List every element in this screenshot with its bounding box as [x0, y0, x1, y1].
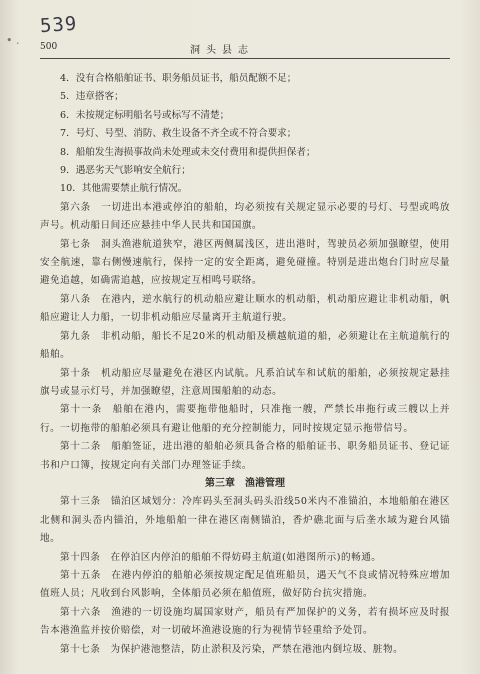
article-paragraph: 第十四条 在停泊区内停泊的船舶不得妨碍主航道(如港图所示)的畅通。 — [60, 551, 382, 563]
article-paragraph: 第十二条 船舶签证，进出港的船舶必须具备合格的船舶证书、职务船员证书、登记证书和户口簿，按规定向有关部门办理签证手续。 — [40, 441, 450, 471]
list-item: 5．违章搭客； — [60, 91, 124, 103]
article-paragraph: 第十条 机动船应尽量避免在港区内试航。凡系泊试车和试航的船舶，必须按规定悬挂旗号或显示灯号，并加强瞭望，注意周围船舶的动态。 — [40, 367, 450, 397]
list-item: 10．其他需要禁止航行情况。 — [60, 183, 188, 195]
page-header — [40, 42, 450, 59]
margin-marks: • . — [6, 34, 20, 47]
article-paragraph: 第六条 一切进出本港或停泊的船舶，均必须按有关规定显示必要的号灯、号型或鸣放声号。机动船日间还应悬挂中华人民共和国国旗。 — [40, 201, 450, 232]
header-title: 洞头县志 — [190, 45, 254, 56]
article-paragraph: 第十五条 在港内停泊的船舶必须按规定配足值班船员，遇天气不良或情况特殊应增加值班人员；凡收到台风影响，全体船员必须在船值班，做好防台抗灾措施。 — [40, 569, 450, 600]
handwritten-page-number: 539 — [39, 12, 79, 38]
list-item: 9．遇恶劣天气影响安全航行； — [60, 165, 191, 177]
list-item: 8．船舶发生海损事故尚未处理或未交付费用和提供担保者； — [60, 146, 316, 158]
article-paragraph: 第十七条 为保护港池整洁，防止淤积及污染，严禁在港池内倒垃圾、脏物。 — [60, 643, 404, 655]
header-page-number: 500 — [40, 42, 58, 52]
list-item: 6．未按规定标明船名号或标写不清楚； — [60, 109, 230, 121]
article-paragraph: 第八条 在港内，逆水航行的机动船应避让顺水的机动船，机动船应避让非机动船，帆船应避让人力船，一切非机动船应尽量离开主航道行驶。 — [40, 293, 450, 324]
article-paragraph: 第十一条 船舶在港内，需要拖带他船时，只准拖一艘，严禁长串拖行或三艘以上并行。一切拖带的船舶必须具有避让他船的充分控制能力，同时按规定显示拖带信号。 — [40, 404, 450, 434]
article-paragraph: 第七条 洞头渔港航道狭窄，港区两侧属浅区，进出港时，驾驶员必须加强瞭望，使用安全航速，靠右侧慢速航行，保持一定的安全距离，避免碰撞。特别是进出炮台门时应尽量避免追越，如确需追越，应按规定互相鸣号联络。 — [40, 238, 450, 287]
page-body — [40, 70, 450, 659]
chapter-title: 第三章 渔港管理 — [205, 477, 285, 489]
article-paragraph: 第九条 非机动船，船长不足20米的机动船及横越航道的船，必须避让在主航道航行的船舶。 — [40, 330, 450, 361]
article-paragraph: 第十六条 渔港的一切设施均属国家财产，船员有严加保护的义务，若有损坏应及时报告本港渔监并按价赔偿，对一切破坏渔港设施的行为视情节轻重给予处罚。 — [40, 606, 450, 637]
list-item: 7．号灯、号型、消防、救生设备不齐全或不符合要求； — [60, 128, 297, 140]
list-item: 4．没有合格船舶证书、职务船员证书，船员配额不足； — [60, 73, 297, 84]
article-paragraph: 第十三条 锚泊区域划分：冷库码头至洞头码头沿线50米内不准锚泊，本地船舶在港区北侧和洞头岙内锚泊，外地船舶一律在港区南侧锚泊，香炉礁北面与后垄水域为避台风锚地。 — [40, 496, 450, 545]
